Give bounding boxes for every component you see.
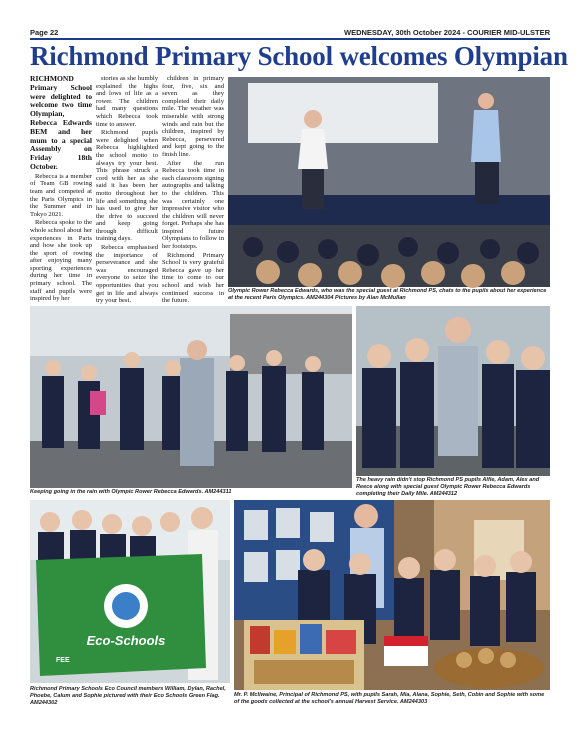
caption-harvest: Mr. P. McIlwaine, Principal of Richmond PS, with pupils Sarah, Mia, Alana, Sophie, Seth, Cobin and Sophie with some of the goods collected at the school's annual Harvest Service. AM244303 <box>234 692 545 705</box>
photo-assembly <box>228 77 550 287</box>
eco-schools-flag-text: Eco-Schools <box>86 633 166 648</box>
page-number: Page 22 <box>30 27 59 37</box>
article-paragraph: children in primary four, five, six and seven as they completed their daily mile. The weather was miserable with strong winds and rain but the children, inspired by Rebecca, persevered and kept going to the finish line. <box>162 75 224 158</box>
article-headline: Richmond Primary School welcomes Olympian <box>30 41 568 71</box>
photo-eco-council <box>30 500 230 683</box>
caption-daily-mile: The heavy rain didn't stop Richmond PS pupils Alfie, Adam, Alex and Reece along with special guest Olympic Rower Rebecca Edwards completing their Daily Mile. AM244312 <box>356 477 540 497</box>
article-paragraph: Richmond pupils were delighted when Rebecca highlighted the school motto to always try your best. This phrase struck a cord with her as she said it has been her motto throughout her life and something she has used to give her the drive to succeed and keep going through difficult training days. <box>96 129 158 243</box>
article-paragraph: Rebecca is a member of Team GB rowing team and competed at the Paris Olympics in the Summer and in Tokyo 2021. <box>30 172 92 218</box>
eco-flag-small-label: FEE <box>56 657 70 664</box>
article-lead: RICHMOND Primary School were delighted to welcome two time Olympian, Rebecca Edwards BEM and her mum to a special Assembly on Friday 18th October. <box>30 74 92 171</box>
publication-dateline: WEDNESDAY, 30th October 2024 - COURIER MID-ULSTER <box>343 27 550 37</box>
page-header <box>30 26 550 38</box>
article-paragraph: After the run Rebecca took time in each classroom signing autographs and talking to the children. This was certainly one impressive visitor who the children will never forget. Perhaps she has inspired future Olympians to follow in her footsteps. <box>162 159 224 251</box>
header-rule <box>30 38 550 40</box>
photo-harvest <box>234 500 550 690</box>
article-column-2 <box>96 75 158 305</box>
article-paragraph: Richmond Primary School is very grateful Rebecca gave up her time to come to our school and wish her continued success in the future. <box>162 251 224 305</box>
caption-rain-walk: Keeping going in the rain with Olympic Rower Rebecca Edwards. AM244311 <box>30 489 232 495</box>
caption-assembly: Olympic Rower Rebecca Edwards, who was the special guest at Richmond PS, chats to the pupils about her experience at the recent Paris Olympics. AM244304 Pictures by Alan McMullan <box>228 288 547 301</box>
photo-rain-walk <box>30 306 352 488</box>
article-paragraph: Rebecca spoke to the whole school about her experiences in Paris and how she took up the sport of rowing after enjoying many sporting experiences during her time in primary school. The staff and pupils were inspired by her <box>30 219 92 303</box>
article-column-3 <box>162 75 224 305</box>
article-column-1 <box>30 74 92 303</box>
caption-eco-council: Richmond Primary Schools Eco Council members William, Dylan, Rachel, Phoebe, Calum and Sophie pictured with their Eco Schools Green Flag. AM244302 <box>30 686 226 706</box>
article-paragraph: stories as she humbly explained the highs and lows of life as a rower. The children had many questions which Rebecca took time to answer. <box>96 75 158 128</box>
article-paragraph: Rebecca emphasised the importance of perseverance and she was encouraged everyone to seize the opportunities that you get in life and always try your best. <box>96 244 158 305</box>
photo-daily-mile <box>356 306 550 476</box>
